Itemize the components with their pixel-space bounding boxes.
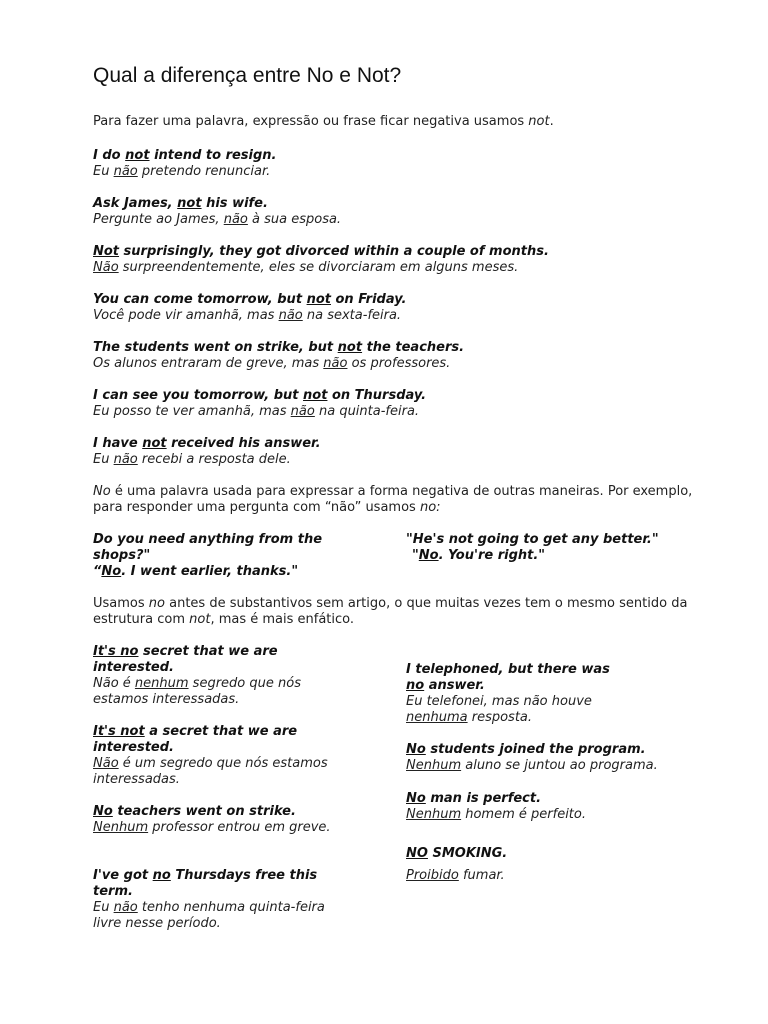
not-example-3 (93, 244, 549, 276)
example-english: The students went on strike, but not the teachers. (93, 340, 465, 355)
example-english: You can come tomorrow, but not on Friday. (93, 292, 407, 307)
example-portuguese: Proibido fumar. (406, 868, 505, 883)
example-portuguese: Não é um segredo que nós estamos interessadas. (93, 756, 328, 787)
example-english: No man is perfect. (406, 791, 542, 806)
left-example-1 (93, 644, 333, 708)
right-example-1 (406, 662, 616, 726)
example-portuguese: Eu não recebi a resposta dele. (93, 452, 291, 467)
example-portuguese: Você pode vir amanhã, mas não na sexta-feira. (93, 308, 402, 323)
intro-text: Para fazer uma palavra, expressão ou frase ficar negativa usamos (93, 114, 529, 129)
example-portuguese: Eu não tenho nenhuma quinta-feira livre nesse período. (93, 900, 325, 931)
dialog-right (406, 532, 706, 564)
right-example-4 (406, 846, 726, 884)
example-portuguese: Eu posso te ver amanhã, mas não na quinta-feira. (93, 404, 420, 419)
left-example-4 (93, 868, 353, 932)
example-english: NO SMOKING. (406, 846, 508, 861)
not-example-2 (93, 196, 341, 228)
example-english: I can see you tomorrow, but not on Thursday. (93, 388, 427, 403)
intro-emphasis: not (528, 114, 550, 129)
example-english: It's no secret that we are interested. (93, 644, 278, 675)
not-example-6 (93, 388, 426, 420)
right-example-2 (406, 742, 726, 774)
not-example-5 (93, 340, 464, 372)
intro-end: . (549, 114, 554, 129)
example-portuguese: Não surpreendentemente, eles se divorciaram em alguns meses. (93, 260, 519, 275)
intro-paragraph (93, 114, 693, 130)
example-portuguese: Eu não pretendo renunciar. (93, 164, 271, 179)
not-example-1 (93, 148, 277, 180)
example-english: I do not intend to resign. (93, 148, 277, 163)
example-portuguese: Eu telefonei, mas não houve nenhuma resposta. (406, 694, 592, 725)
dialog-left (93, 532, 363, 580)
left-example-3 (93, 804, 373, 836)
example-english: I have not received his answer. (93, 436, 321, 451)
dialog-statement: "He's not going to get any better." (406, 532, 659, 547)
example-portuguese: Nenhum professor entrou em greve. (93, 820, 331, 835)
example-english: No teachers went on strike. (93, 804, 296, 819)
left-example-2 (93, 724, 353, 788)
example-portuguese: Nenhum homem é perfeito. (406, 807, 586, 822)
right-example-3 (406, 791, 726, 823)
dialog-answer: "No. You're right." (412, 548, 546, 563)
example-portuguese: Nenhum aluno se juntou ao programa. (406, 758, 658, 773)
not-example-4 (93, 292, 406, 324)
no-intro-paragraph: No é uma palavra usada para expressar a forma negativa de outras maneiras. Por exemplo, para responder uma pergunta com “não” usamos no: (93, 484, 693, 515)
example-english: I've got no Thursdays free this term. (93, 868, 318, 899)
example-portuguese: Os alunos entraram de greve, mas não os professores. (93, 356, 451, 371)
dialog-answer: “No. I went earlier, thanks." (93, 564, 299, 579)
example-english: Not surprisingly, they got divorced within a couple of months. (93, 244, 549, 259)
example-english: It's not a secret that we are interested. (93, 724, 298, 755)
no-usage-paragraph: Usamos no antes de substantivos sem artigo, o que muitas vezes tem o mesmo sentido da estrutura com not, mas é mais enfático. (93, 596, 688, 627)
page-title: Qual a diferença entre No e Not? (93, 64, 402, 87)
example-english: No students joined the program. (406, 742, 646, 757)
example-english: Ask James, not his wife. (93, 196, 268, 211)
dialog-question: Do you need anything from the shops?" (93, 532, 323, 563)
example-portuguese: Não é nenhum segredo que nós estamos interessadas. (93, 676, 301, 707)
example-english: I telephoned, but there was no answer. (406, 662, 610, 693)
not-example-7 (93, 436, 321, 468)
example-portuguese: Pergunte ao James, não à sua esposa. (93, 212, 342, 227)
